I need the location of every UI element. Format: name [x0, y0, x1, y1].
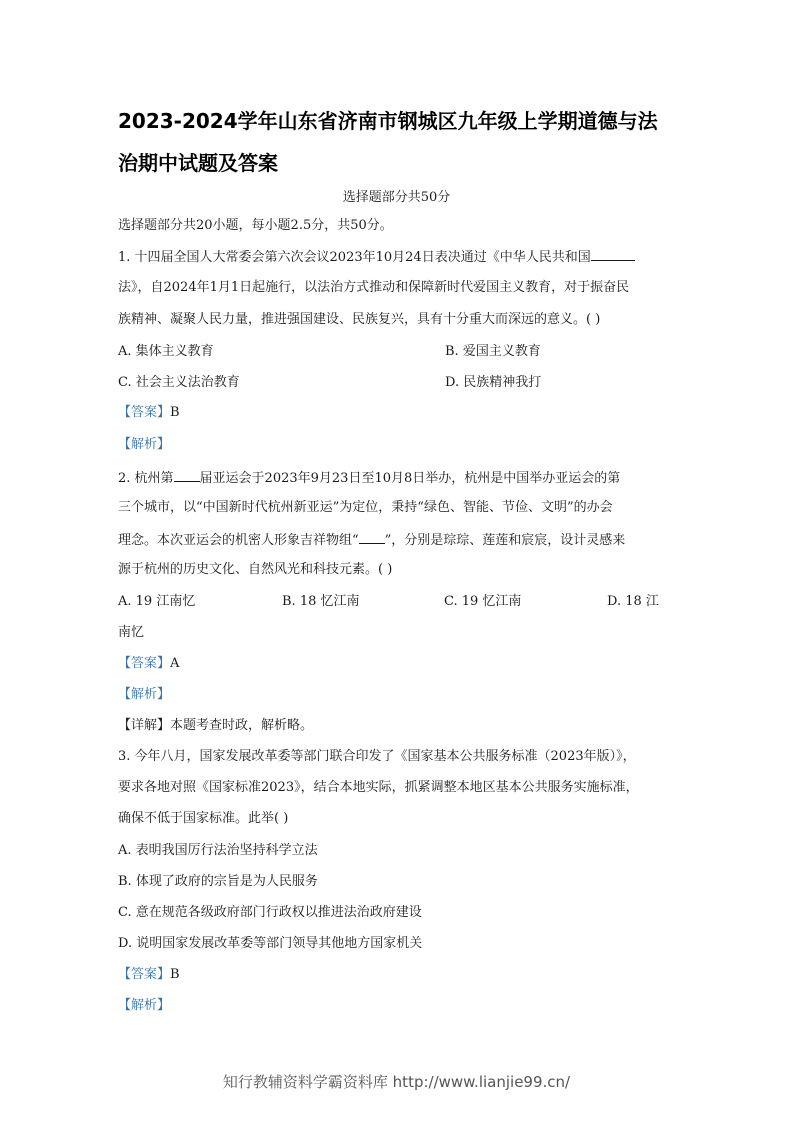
q2-line-3-end: ”，分别是琮琮、莲莲和宸宸，设计灵感来	[384, 533, 626, 548]
q3-option-b: B. 体现了政府的宗旨是为人民服务	[118, 874, 318, 889]
q2-detail-tag: 【详解】	[118, 718, 171, 733]
q2-line-1	[118, 469, 620, 487]
q2-option-c: C. 19 忆江南	[444, 594, 522, 609]
q3-line-2: 要求各地对照《国家标准2023》，结合本地实际，抓紧调整本地区基本公共服务实施标准，	[118, 780, 639, 795]
q2-line-3-start: 理念。本次亚运会的机密人形象吉祥物组“	[118, 533, 359, 548]
q2-option-d-continued: 南忆	[118, 625, 145, 640]
q2-analysis	[118, 687, 170, 703]
q1-answer-value: B	[170, 405, 180, 420]
q3-answer	[118, 967, 180, 983]
q3-analysis	[118, 998, 170, 1014]
q3-option-c: C. 意在规范各级政府部门行政权以推进法治政府建设	[118, 905, 422, 920]
footer-watermark: 知行教辅资料学霸资料库 http://www.lianjie99.cn/	[222, 1073, 571, 1091]
q3-line-3: 确保不低于国家标准。此举( )	[118, 811, 289, 826]
q2-answer-value: A	[170, 656, 180, 671]
q2-line-3	[118, 531, 625, 549]
q2-answer	[118, 656, 179, 672]
section-heading: 选择题部分共50分	[342, 190, 451, 205]
q1-option-d: D. 民族精神我打	[445, 375, 542, 390]
q3-line-1: 3. 今年八月，国家发展改革委等部门联合印发了《国家基本公共服务标准（2023年版）》，	[118, 749, 636, 764]
q3-answer-tag: 【答案】	[118, 967, 171, 982]
q2-analysis-tag: 【解析】	[118, 687, 171, 702]
q2-blank-1	[174, 469, 200, 482]
q2-answer-tag: 【答案】	[118, 656, 171, 671]
q1-option-c: C. 社会主义法治教育	[118, 375, 240, 390]
q1-option-b: B. 爱国主义教育	[445, 344, 541, 359]
q3-option-a: A. 表明我国厉行法治坚持科学立法	[118, 843, 318, 858]
q1-line-2: 法》，自2024年1月1日起施行，以法治方式推动和保障新时代爱国主义教育，对于振奋民	[118, 280, 630, 295]
title-line-2: 治期中试题及答案	[118, 151, 278, 175]
q3-option-d: D. 说明国家发展改革委等部门领导其他地方国家机关	[118, 936, 423, 951]
q1-line-1	[118, 248, 635, 266]
q2-option-a: A. 19 江南忆	[118, 594, 196, 609]
q2-line-1-start: 2. 杭州第	[118, 471, 174, 486]
q1-answer-tag: 【答案】	[118, 405, 171, 420]
q3-answer-value: B	[170, 967, 180, 982]
q2-line-1-end: 届亚运会于2023年9月23日至10月8日举办，杭州是中国举办亚运会的第	[199, 471, 621, 486]
title-line-1: 2023-2024学年山东省济南市钢城区九年级上学期道德与法	[118, 109, 658, 133]
q1-answer	[118, 405, 180, 421]
document-title	[118, 100, 678, 184]
q2-option-b: B. 18 忆江南	[282, 594, 360, 609]
q2-line-4: 源于杭州的历史文化、自然风光和科技元素。( )	[118, 562, 393, 577]
q1-analysis-tag: 【解析】	[118, 437, 171, 452]
q1-line-1-text: 1. 十四届全国人大常委会第六次会议2023年10月24日表决通过《中华人民共和国	[118, 250, 591, 265]
q3-analysis-tag: 【解析】	[118, 998, 171, 1013]
q2-option-d: D. 18 江	[607, 594, 659, 609]
section-intro: 选择题部分共20小题，每小题2.5分，共50分。	[118, 218, 393, 233]
q2-detail	[118, 718, 313, 734]
q2-blank-2	[359, 531, 385, 544]
q2-line-2: 三个城市，以“中国新时代杭州新亚运”为定位，秉持“绿色、智能、节俭、文明”的办会	[118, 500, 613, 515]
q1-option-a: A. 集体主义教育	[118, 344, 214, 359]
q2-detail-text: 本题考查时政，解析略。	[170, 718, 314, 733]
q1-analysis	[118, 437, 170, 453]
q1-line-3: 族精神、凝聚人民力量，推进强国建设、民族复兴，具有十分重大而深远的意义。( )	[118, 312, 601, 327]
q1-blank	[591, 248, 635, 261]
